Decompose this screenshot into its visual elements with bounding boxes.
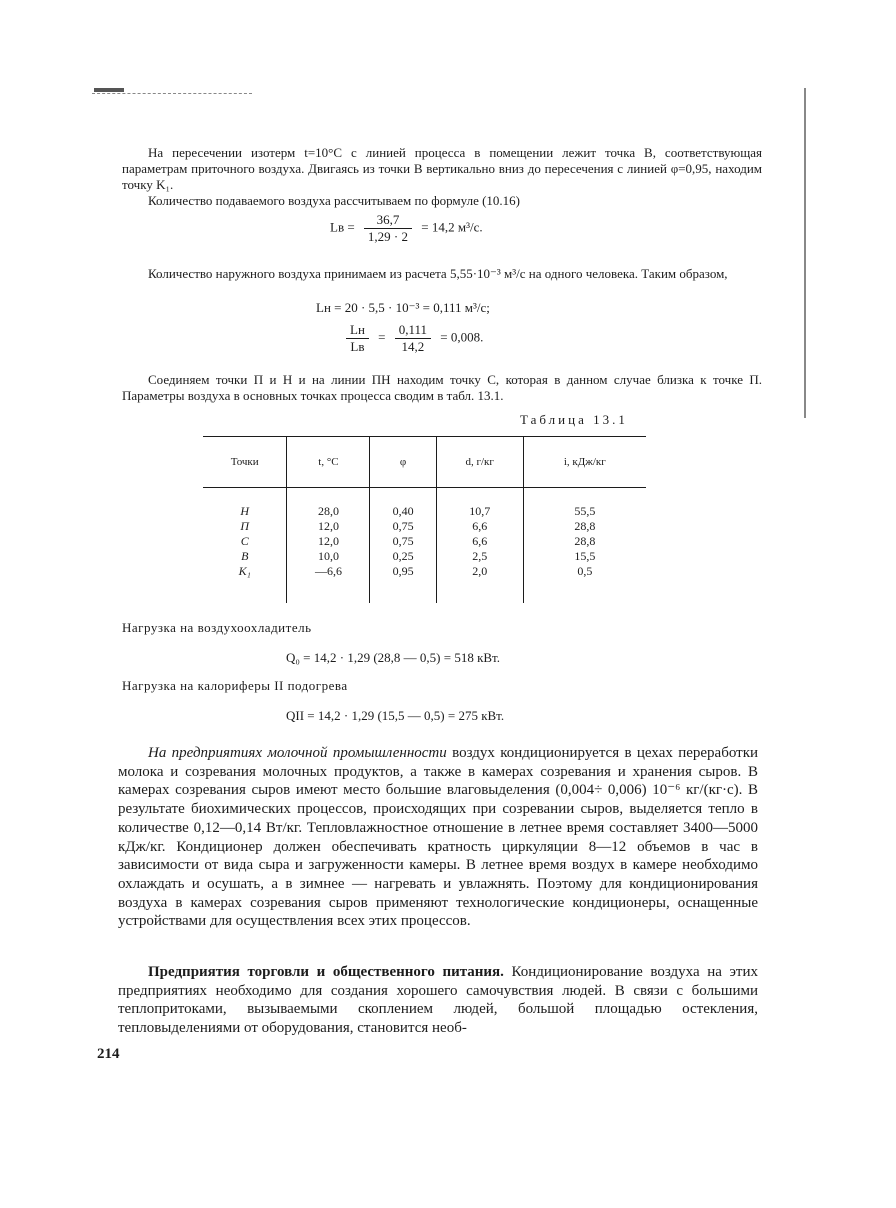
table-caption: Таблица 13.1 (520, 412, 628, 427)
dairy-section (118, 744, 758, 931)
paragraph-4: Соединяем точки П и Н и на линии ПН находим точку С, которая в данном случае близка к точке П. Параметры воздуха в основных точках процесса сводим в табл. 13.1. (122, 372, 762, 403)
formula-outdoor-air: Lн = 20 · 5,5 · 10⁻³ = 0,111 м³/с; (316, 300, 490, 315)
dairy-text: воздух кондиционируется в цехах переработки молока и созревания молочных продуктов, а также в камерах созревания и хранения сыров. В камерах созревания сыров имеют место большие влаговыделения (0,004÷ 0,006) 10⁻⁶ кг/(кг·с). В результате биохимических процессов, происходящих при созревании сыров, выделяется тепло в количестве 0,12—0,14 Вт/кг. Тепловлажностное отношение в летнее время составляет 3400—5000 кДж/кг. Кондиционер должен обеспечивать кратность циркуляции 8—12 объемов в час в зависимости от вида сыра и загруженности камеры. В летнее время воздух в камере необходимо охлаждать и осушать, а в зимнее — нагревать и увлажнять. Поэтому для кондиционирования воздуха в камерах созревания сыров применяют технологические кондиционеры, оснащенные устройствами для осуществления всех этих процессов. (118, 745, 759, 930)
formula-3-rhs: = 0,008. (440, 329, 484, 345)
formula-ratio: $\frac{Lн}{Lв}$ = $\frac{0,111}{14,2}$ = 0,008. (340, 322, 483, 355)
formula-1-lhs: Lв = (330, 219, 355, 235)
header-points: Точки (203, 437, 287, 488)
header-mark (94, 88, 124, 92)
points-column: Н П С В K₁ (238, 504, 251, 578)
table-row (203, 488, 646, 604)
intro-block (122, 145, 762, 209)
outdoor-air-block (122, 266, 762, 282)
formula-3-right-fraction (395, 322, 431, 355)
dairy-lead: На предприятиях молочной промышленности (148, 745, 447, 761)
t-column: 28,0 12,0 12,0 10,0 —6,6 (287, 488, 370, 604)
load-cooler-formula: Q₀ = 14,2 · 1,29 (28,8 — 0,5) = 518 кВт. (286, 650, 501, 665)
header-i: i, кДж/кг (523, 437, 646, 488)
table-header-row (203, 437, 646, 488)
i-column: 55,5 28,8 28,8 15,5 0,5 (523, 488, 646, 604)
d-column: 10,7 6,6 6,6 2,5 2,0 (436, 488, 523, 604)
formula-3-left-den: Lв (350, 339, 365, 354)
header-d: d, г/кг (436, 437, 523, 488)
paragraph-dairy (118, 744, 758, 931)
points-block (122, 372, 762, 404)
formula-3-right-den: 14,2 (401, 339, 425, 354)
formula-1-numerator: 36,7 (364, 212, 412, 229)
formula-3-left-fraction (346, 322, 369, 355)
header-line (92, 93, 252, 94)
page-number: 214 (97, 1046, 120, 1062)
formula-supply-air (330, 212, 483, 245)
load-heater-label: Нагрузка на калориферы II подогрева (122, 678, 348, 693)
formula-1-rhs: = 14,2 м³/с. (421, 219, 483, 235)
paragraph-2: Количество подаваемого воздуха рассчитываем по формуле (10.16) (148, 193, 520, 208)
trade-text: Кондиционирование воздуха на этих предприятиях необходимо для создания хорошего самочувствия людей. В связи с большими теплопритоками, вызываемыми скоплением людей, большой площадью остекления, тепловыделениями от оборудования, становится необ- (118, 964, 758, 1037)
margin-rule (804, 88, 806, 418)
formula-1-fraction (364, 212, 412, 245)
load-heater-formula: QII = 14,2 · 1,29 (15,5 — 0,5) = 275 кВт. (286, 708, 505, 723)
paragraph-1: На пересечении изотерм t=10°C с линией процесса в помещении лежит точка В, соответствующая параметрам приточного воздуха. Двигаясь из точки В вертикально вниз до пересечения с линией φ=0,95, находим точку K₁. (122, 145, 762, 192)
load-cooler-label: Нагрузка на воздухоохладитель (122, 620, 312, 635)
formula-3-right-num: 0,111 (395, 322, 431, 339)
phi-column: 0,40 0,75 0,75 0,25 0,95 (370, 488, 436, 604)
formula-3-left-num: Lн (346, 322, 369, 339)
paragraph-trade (118, 963, 758, 1038)
header-phi: φ (370, 437, 436, 488)
trade-section (118, 963, 758, 1038)
header-t: t, °С (287, 437, 370, 488)
paragraph-3: Количество наружного воздуха принимаем из расчета 5,55·10⁻³ м³/с на одного человека. Таким образом, (148, 266, 728, 281)
formula-1-denominator: 1,29 · 2 (367, 229, 409, 244)
trade-lead: Предприятия торговли и общественного питания. (148, 964, 504, 980)
air-parameters-table (203, 436, 646, 603)
